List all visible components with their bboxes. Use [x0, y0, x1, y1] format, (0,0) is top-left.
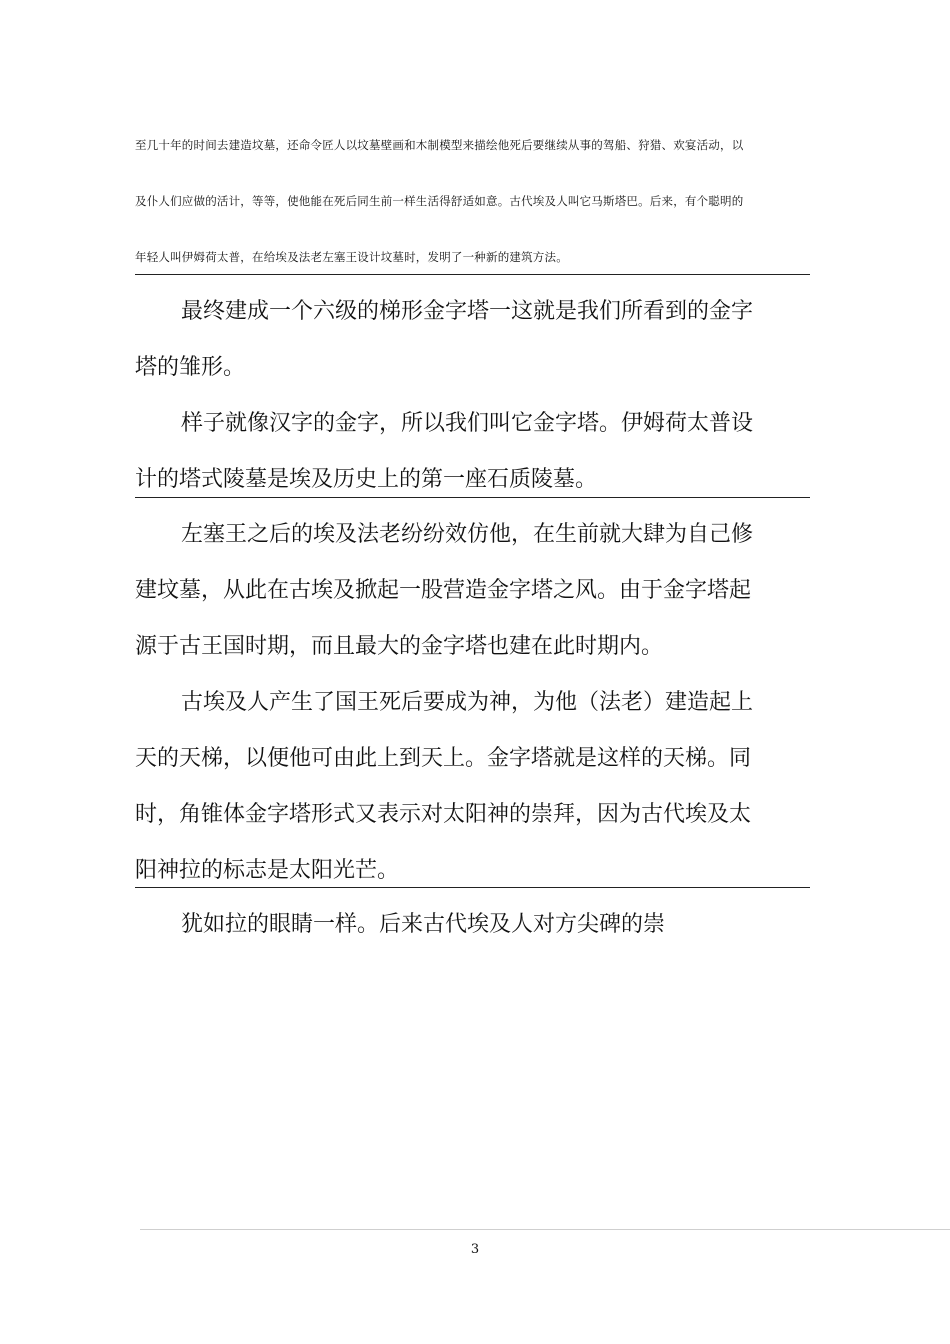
top-note-line: 至几十年的时间去建造坟墓，还命令匠人以坟墓壁画和木制模型来描绘他死后要继续从事的驾船、狩猎、欢宴活动，以: [135, 138, 744, 152]
paragraph-line: 阳神拉的标志是太阳光芒。: [135, 858, 400, 883]
paragraph-line: 时，角锥体金字塔形式又表示对太阳神的崇拜，因为古代埃及太: [135, 802, 752, 827]
divider-rule: [135, 497, 810, 498]
divider-rule: [135, 274, 810, 275]
paragraph-line: 左塞王之后的埃及法老纷纷效仿他，在生前就大肆为自己修: [181, 522, 754, 547]
divider-rule: [135, 887, 810, 888]
paragraph-line: 古埃及人产生了国王死后要成为神，为他（法老）建造起上: [181, 690, 754, 715]
page-number: 3: [470, 1242, 480, 1257]
top-note-line: 及仆人们应做的活计，等等，使他能在死后同生前一样生活得舒适如意。古代埃及人叫它马斯塔巴。后来，有个聪明的: [135, 194, 744, 208]
paragraph-line: 样子就像汉字的金字，所以我们叫它金字塔。伊姆荷太普设: [181, 411, 754, 436]
paragraph-line: 犹如拉的眼睛一样。后来古代埃及人对方尖碑的崇: [181, 912, 666, 937]
top-note-line: 年轻人叫伊姆荷太普，在给埃及法老左塞王设计坟墓时，发明了一种新的建筑方法。: [135, 250, 568, 264]
paragraph-line: 塔的雏形。: [135, 355, 246, 380]
footer-rule: [140, 1229, 950, 1230]
paragraph-line: 源于古王国时期，而且最大的金字塔也建在此时期内。: [135, 634, 664, 659]
paragraph-line: 计的塔式陵墓是埃及历史上的第一座石质陵墓。: [135, 467, 598, 492]
paragraph-line: 最终建成一个六级的梯形金字塔一这就是我们所看到的金字: [181, 299, 754, 324]
paragraph-line: 建坟墓，从此在古埃及掀起一股营造金字塔之风。由于金字塔起: [135, 578, 752, 603]
paragraph-line: 天的天梯，以便他可由此上到天上。金字塔就是这样的天梯。同: [135, 746, 752, 771]
